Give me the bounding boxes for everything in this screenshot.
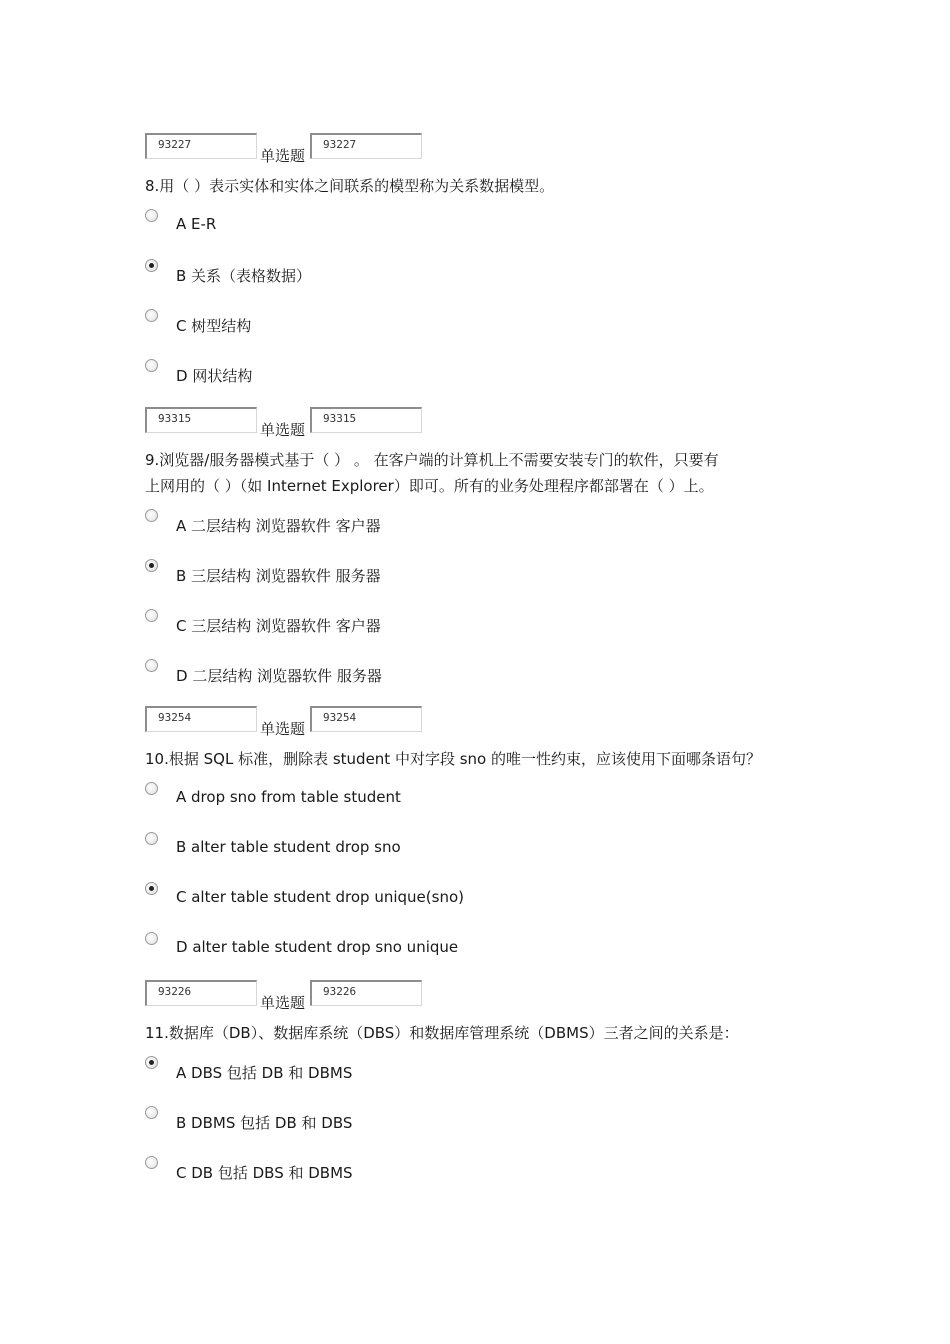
option-label: A drop sno from table student xyxy=(176,788,401,806)
radio-button[interactable] xyxy=(145,209,158,222)
question-text: 11.数据库（DB）、数据库系统（DBS）和数据库管理系统（DBMS）三者之间的关系是： xyxy=(145,1024,739,1042)
option-label: C 树型结构 xyxy=(176,317,252,335)
option-label: C alter table student drop unique(sno) xyxy=(176,888,464,906)
option-label: B alter table student drop sno xyxy=(176,838,401,856)
question-text-line: 9.浏览器/服务器模式基于（ ） 。 在客户端的计算机上不需要安装专门的软件，只要有 xyxy=(145,451,719,469)
question-id-row xyxy=(145,133,825,163)
question-id-field-secondary[interactable]: 93254 xyxy=(310,706,422,732)
radio-button[interactable] xyxy=(145,932,158,945)
option-c[interactable] xyxy=(145,1150,825,1200)
question-type-label: 单选题 xyxy=(260,720,306,738)
option-label: A 二层结构 浏览器软件 客户器 xyxy=(176,517,381,535)
option-c[interactable] xyxy=(145,603,825,653)
option-label: D alter table student drop sno unique xyxy=(176,938,459,956)
option-b[interactable] xyxy=(145,553,825,603)
question-id-field-secondary[interactable]: 93226 xyxy=(310,980,422,1006)
question-text: 8.用（ ）表示实体和实体之间联系的模型称为关系数据模型。 xyxy=(145,177,555,195)
radio-button[interactable] xyxy=(145,609,158,622)
option-d[interactable] xyxy=(145,926,825,976)
option-c[interactable] xyxy=(145,303,825,353)
radio-button[interactable] xyxy=(145,832,158,845)
radio-button-selected[interactable] xyxy=(145,1056,158,1069)
option-b[interactable] xyxy=(145,826,825,876)
option-label: C 三层结构 浏览器软件 客户器 xyxy=(176,617,381,635)
question-id-field[interactable]: 93227 xyxy=(145,133,257,159)
option-a[interactable] xyxy=(145,503,825,553)
question-id-field[interactable]: 93315 xyxy=(145,407,257,433)
question-block-9 xyxy=(145,407,825,703)
option-a[interactable] xyxy=(145,203,825,253)
radio-button[interactable] xyxy=(145,359,158,372)
question-id-row xyxy=(145,407,825,437)
radio-button[interactable] xyxy=(145,782,158,795)
question-id-row xyxy=(145,706,825,736)
question-text xyxy=(145,447,825,499)
question-id-field-secondary[interactable]: 93315 xyxy=(310,407,422,433)
option-label: B DBMS 包括 DB 和 DBS xyxy=(176,1114,353,1132)
question-block-10 xyxy=(145,706,825,976)
question-type-label: 单选题 xyxy=(260,421,306,439)
option-b[interactable] xyxy=(145,1100,825,1150)
question-block-11 xyxy=(145,980,825,1200)
option-d[interactable] xyxy=(145,653,825,703)
question-type-label: 单选题 xyxy=(260,147,306,165)
radio-button[interactable] xyxy=(145,1106,158,1119)
option-label: B 三层结构 浏览器软件 服务器 xyxy=(176,567,381,585)
radio-button[interactable] xyxy=(145,659,158,672)
option-a[interactable] xyxy=(145,1050,825,1100)
radio-button[interactable] xyxy=(145,509,158,522)
radio-button[interactable] xyxy=(145,1156,158,1169)
option-label: D 二层结构 浏览器软件 服务器 xyxy=(176,667,382,685)
question-block-8 xyxy=(145,133,825,403)
option-label: C DB 包括 DBS 和 DBMS xyxy=(176,1164,353,1182)
option-a[interactable] xyxy=(145,776,825,826)
question-id-row xyxy=(145,980,825,1010)
option-label: B 关系（表格数据） xyxy=(176,267,312,285)
radio-button[interactable] xyxy=(145,309,158,322)
radio-button-selected[interactable] xyxy=(145,259,158,272)
option-label: D 网状结构 xyxy=(176,367,253,385)
question-id-field[interactable]: 93226 xyxy=(145,980,257,1006)
question-id-field-secondary[interactable]: 93227 xyxy=(310,133,422,159)
question-id-field[interactable]: 93254 xyxy=(145,706,257,732)
radio-button-selected[interactable] xyxy=(145,882,158,895)
question-text: 10.根据 SQL 标准，删除表 student 中对字段 sno 的唯一性约束，应该使用下面哪条语句？ xyxy=(145,750,761,768)
question-text-line: 上网用的（ ）（如 Internet Explorer）即可。所有的业务处理程序都部署在（ ）上。 xyxy=(145,477,714,495)
option-c[interactable] xyxy=(145,876,825,926)
option-label: A DBS 包括 DB 和 DBMS xyxy=(176,1064,353,1082)
option-label: A E-R xyxy=(176,215,217,233)
option-b[interactable] xyxy=(145,253,825,303)
option-d[interactable] xyxy=(145,353,825,403)
radio-button-selected[interactable] xyxy=(145,559,158,572)
question-type-label: 单选题 xyxy=(260,994,306,1012)
